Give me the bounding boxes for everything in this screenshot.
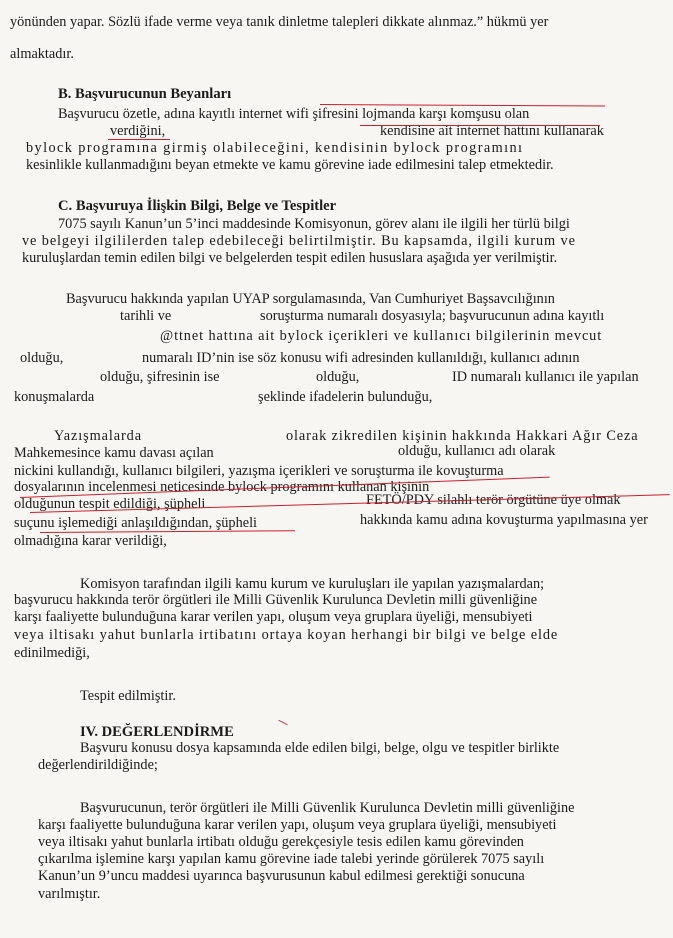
section-c-p2-line-2b: soruşturma numaralı dosyasıyla; başvurucunun adına kayıtlı (260, 308, 605, 324)
section-c-p2-line-6a: konuşmalarda (14, 389, 95, 405)
section-c-p3-line-6b: hakkında kamu adına kovuşturma yapılmasına yer (360, 512, 648, 528)
pen-tick-mark (278, 720, 287, 726)
section-iv-p2-line-4: çıkarılma işlemine karşı yapılan kamu görevine iade talebi yerinde görülerek 7075 sayılı (38, 851, 545, 867)
section-iv-p2-line-2: karşı faaliyette bulunduğuna karar verilen yapı, oluşum veya gruplara üyeliği, mensubiyeti (38, 817, 557, 833)
section-c-p3-line-1b: olarak zikredilen kişinin hakkında Hakkari Ağır Ceza (286, 428, 639, 444)
section-c-heading: C. Başvuruya İlişkin Bilgi, Belge ve Tespitler (58, 198, 337, 214)
section-iv-p2-line-6: varılmıştır. (38, 886, 101, 902)
section-b-heading: B. Başvurucunun Beyanları (58, 86, 232, 102)
section-c-p4-line-2: başvurucu hakkında terör örgütleri ile Milli Güvenlik Kurulunca Devletin milli güvenliğine (14, 592, 538, 608)
section-b-line-3: bylock programına girmiş olabileceğini, kendisinin bylock programını (26, 140, 524, 156)
section-c-p4-line-1: Komisyon tarafından ilgili kamu kurum ve kuruluşları ile yapılan yazışmalardan; (80, 576, 545, 592)
section-b-line-1: Başvurucu özetle, adına kayıtlı internet wifi şifresini lojmanda karşı komşusu olan (58, 106, 530, 122)
section-b-line-2a: verdiğini, (110, 123, 166, 139)
section-iv-p2-line-5: Kanun’un 9’uncu maddesi uyarınca başvurusunun kabul edilmesi gerektiği sonucuna (38, 868, 525, 884)
section-c-p4-line-4: veya iltisakı yahut bunlarla irtibatını ortaya koyan herhangi bir bilgi ve belge elde (14, 627, 559, 643)
section-iv-heading: IV. DEĞERLENDİRME (80, 724, 234, 740)
section-c-p3-line-2b: olduğu, kullanıcı adı olarak (398, 443, 556, 459)
section-c-p3-line-7: olmadığına karar verildiği, (14, 533, 167, 549)
section-c-p3-line-6a: suçunu işlemediği anlaşıldığından, şüpheli (14, 515, 258, 531)
section-c-p2-line-6b: şeklinde ifadelerin bulunduğu, (258, 389, 433, 405)
section-c-p1-line-2: ve belgeyi ilgililerden talep edebileceği belirtilmiştir. Bu kapsamda, ilgili kurum ve (22, 233, 576, 249)
intro-line-1: yönünden yapar. Sözlü ifade verme veya tanık dinletme talepleri dikkate alınmaz.” hükmü yer (10, 14, 549, 30)
intro-line-2: almaktadır. (10, 46, 74, 62)
section-c-p2-line-2a: tarihli ve (120, 308, 172, 324)
section-c-p2-line-5c: ID numaralı kullanıcı ile yapılan (452, 369, 639, 385)
section-c-p3-line-5b: FETÖ/PDY silahlı terör örgütüne üye olmak (366, 492, 621, 508)
section-c-p3-line-4: dosyalarının incelenmesi neticesinde bylock programını kullanan kişinin (14, 479, 430, 495)
pen-underline-verdigini (108, 139, 170, 140)
section-iv-p1-line-1: Başvuru konusu dosya kapsamında elde edilen bilgi, belge, olgu ve tespitler birlikte (80, 740, 560, 756)
section-b-line-4: kesinlikle kullanmadığını beyan etmekte ve kamu görevine iade edilmesini talep etmektedir. (26, 157, 554, 173)
section-c-p2-line-5a: olduğu, şifresinin ise (100, 369, 220, 385)
section-c-p3-line-3: nickini kullandığı, kullanıcı bilgileri, yazışma içerikleri ve soruşturma ile kovuşturma (14, 463, 504, 479)
section-c-p4-line-5: edinilmediği, (14, 645, 90, 661)
section-iv-p2-line-1: Başvurucunun, terör örgütleri ile Milli Güvenlik Kurulunca Devletin milli güvenliğine (80, 800, 575, 816)
section-c-p2-line-3: @ttnet hattına ait bylock içerikleri ve kullanıcı bilgilerinin mevcut (160, 328, 603, 344)
section-iv-p2-line-3: veya iltisakı yahut bunlarla irtibatı olduğu gerekçesiyle tesis edilen kamu görevinden (38, 834, 524, 850)
section-c-closing: Tespit edilmiştir. (80, 688, 176, 704)
section-c-p1-line-3: kuruluşlardan temin edilen bilgi ve belgelerden tespit edilen hususlara aşağıda yer verilmiştir. (22, 250, 558, 266)
section-c-p4-line-3: karşı faaliyette bulunduğuna karar verilen yapı, oluşum veya gruplara üyeliği, mensubiyeti (14, 609, 533, 625)
section-iv-p1-line-2: değerlendirildiğinde; (38, 757, 158, 773)
section-c-p1-line-1: 7075 sayılı Kanun’un 5’inci maddesinde Komisyonun, görev alanı ile ilgili her türlü bilgi (58, 216, 570, 232)
section-c-p2-line-4a: olduğu, (20, 350, 64, 366)
section-c-p3-line-1a: Yazışmalarda (54, 428, 142, 444)
section-c-p2-line-1: Başvurucu hakkında yapılan UYAP sorgulamasında, Van Cumhuriyet Başsavcılığının (66, 291, 555, 307)
section-b-line-2b: kendisine ait internet hattını kullanarak (380, 123, 604, 139)
section-c-p2-line-5b: olduğu, (316, 369, 360, 385)
section-c-p3-line-5a: olduğunun tespit edildiği, şüpheli (14, 496, 206, 512)
section-c-p3-line-2a: Mahkemesince kamu davası açılan (14, 445, 214, 461)
section-c-p2-line-4b: numaralı ID’nin ise söz konusu wifi adresinden kullanıldığı, kullanıcı adının (142, 350, 580, 366)
pen-underline-b-line-2 (360, 125, 600, 126)
